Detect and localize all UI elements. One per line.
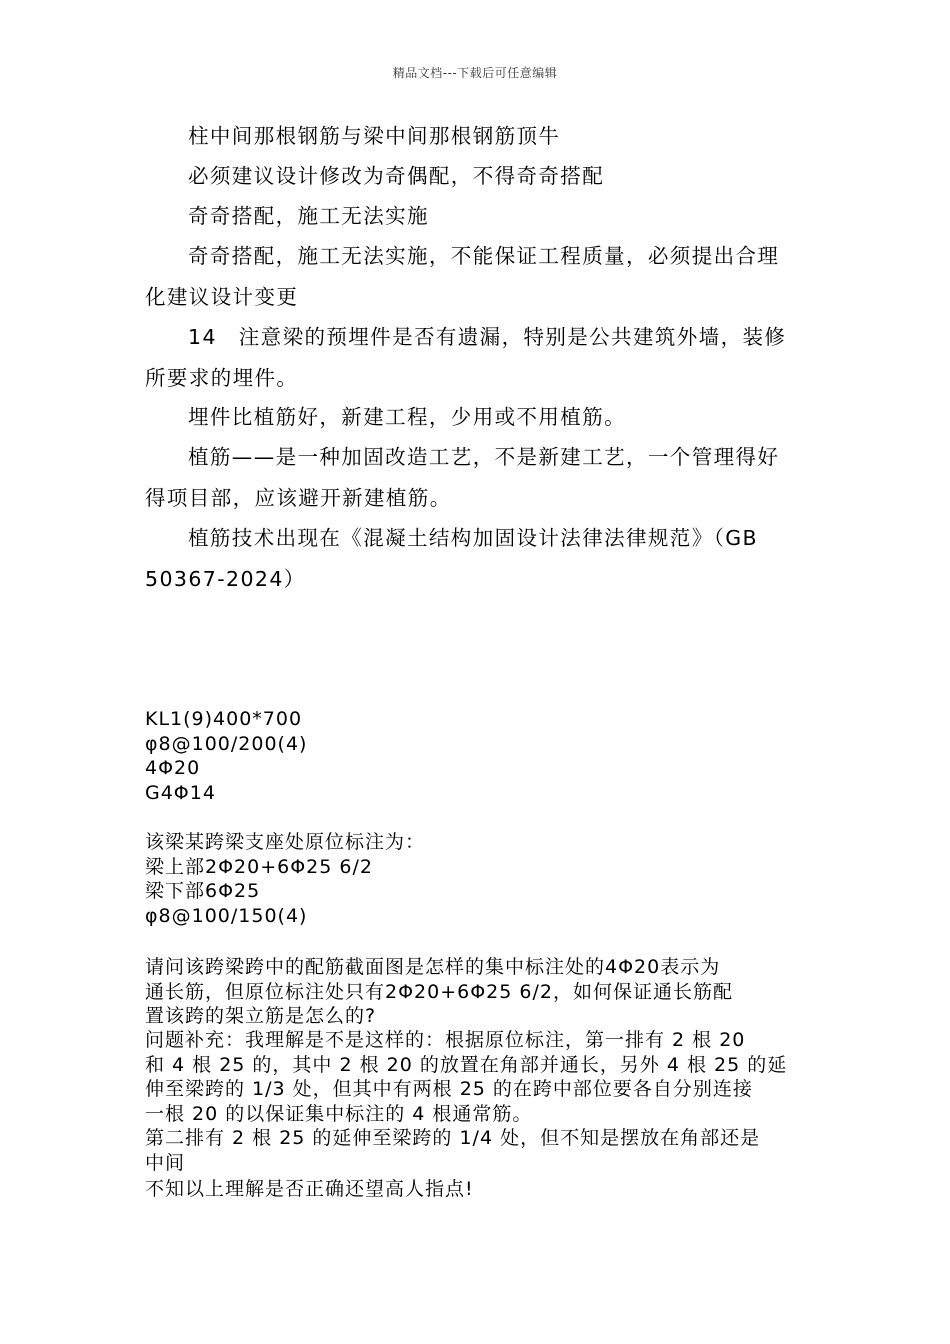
- paragraph-line: 奇奇搭配，施工无法实施: [188, 204, 429, 228]
- paragraph-line: 得项目部，应该避开新建植筋。: [145, 486, 452, 510]
- question-line: 和 4 根 25 的，其中 2 根 20 的放置在角部并通长，另外 4 根 25 的延: [145, 1054, 788, 1076]
- paragraph-line: 奇奇搭配，施工无法实施，不能保证工程质量，必须提出合理: [188, 244, 780, 268]
- annotation-line: 该梁某跨梁支座处原位标注为：: [145, 831, 426, 853]
- annotation-line: 梁上部2Φ20+6Φ25 6/2: [145, 856, 373, 878]
- beam-spec-line: 4Φ20: [145, 757, 201, 779]
- question-line: 请问该跨梁跨中的配筋截面图是怎样的集中标注处的4Φ20表示为: [145, 956, 721, 978]
- paragraph-line: 必须建议设计修改为奇偶配，不得奇奇搭配: [188, 164, 605, 188]
- question-line: 一根 20 的以保证集中标注的 4 根通常筋。: [145, 1103, 533, 1125]
- question-line: 伸至梁跨的 1/3 处，但其中有两根 25 的在跨中部位要各自分别连接: [145, 1078, 753, 1100]
- question-line: 置该跨的架立筋是怎么的?: [145, 1005, 377, 1027]
- question-line: 第二排有 2 根 25 的延伸至梁跨的 1/4 处，但不知是摆放在角部还是: [145, 1127, 761, 1149]
- paragraph-line: 埋件比植筋好，新建工程，少用或不用植筋。: [188, 405, 626, 429]
- question-line: 中间: [145, 1152, 186, 1174]
- question-line: 不知以上理解是否正确还望高人指点!: [145, 1178, 474, 1200]
- annotation-line: 梁下部6Φ25: [145, 880, 261, 902]
- paragraph-line: 所要求的埋件。: [145, 366, 299, 390]
- paragraph-line: 50367-2024）: [145, 567, 306, 591]
- beam-spec-line: KL1(9)400*700: [145, 708, 303, 730]
- paragraph-line: 植筋——是一种加固改造工艺，不是新建工艺，一个管理得好: [188, 445, 780, 469]
- beam-spec-line: G4Φ14: [145, 782, 216, 804]
- paragraph-line: 植筋技术出现在《混凝土结构加固设计法律法律规范》（GB: [188, 526, 758, 550]
- question-line: 通长筋，但原位标注处只有2Φ20+6Φ25 6/2，如何保证通长筋配: [145, 981, 733, 1003]
- page-header: 精品文档---下载后可任意编辑: [392, 66, 558, 80]
- paragraph-line: 14 注意梁的预埋件是否有遗漏，特别是公共建筑外墙，装修: [188, 325, 787, 349]
- question-line: 问题补充：我理解是不是这样的：根据原位标注，第一排有 2 根 20: [145, 1029, 746, 1051]
- paragraph-line: 柱中间那根钢筋与梁中间那根钢筋顶牛: [188, 124, 561, 148]
- paragraph-line: 化建议设计变更: [145, 285, 299, 309]
- annotation-line: φ8@100/150(4): [145, 905, 308, 927]
- beam-spec-line: φ8@100/200(4): [145, 733, 308, 755]
